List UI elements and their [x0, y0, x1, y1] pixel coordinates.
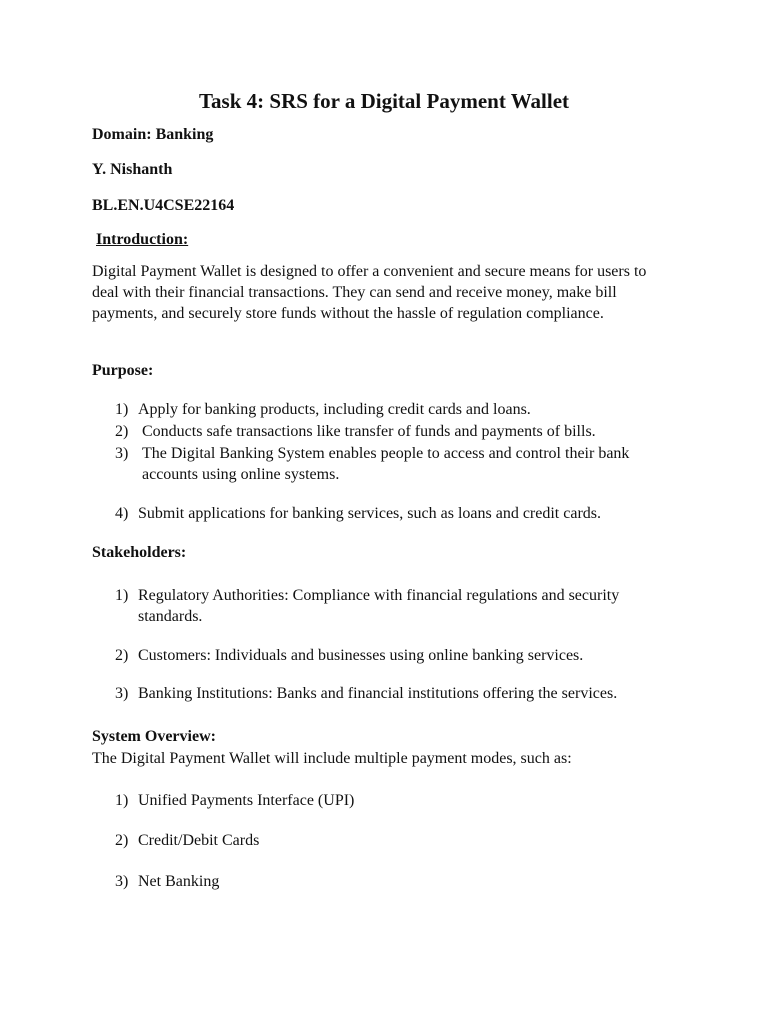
list-number: 2) [115, 832, 129, 849]
list-number: 2) [115, 423, 129, 440]
list-text: Conducts safe transactions like transfer of funds and payments of bills. [142, 423, 596, 440]
list-text: Unified Payments Interface (UPI) [138, 792, 355, 809]
list-text: Credit/Debit Cards [138, 832, 260, 849]
list-number: 4) [115, 505, 129, 522]
domain-label: Domain: [92, 126, 156, 143]
list-number: 1) [115, 401, 129, 418]
list-text: Net Banking [138, 873, 220, 890]
system-overview-heading: System Overview: [92, 728, 216, 745]
list-number: 1) [115, 587, 129, 604]
list-number: 2) [115, 647, 129, 664]
list-text: Apply for banking products, including credit cards and loans. [138, 401, 531, 418]
page-title: Task 4: SRS for a Digital Payment Wallet [198, 89, 570, 113]
list-text: Banking Institutions: Banks and financial institutions offering the services. [138, 685, 618, 702]
introduction-heading [96, 229, 676, 250]
list-text: Regulatory Authorities: Compliance with financial regulations and security standards. [138, 587, 620, 625]
introduction-heading-text: Introduction: [96, 231, 189, 248]
list-number: 3) [115, 685, 129, 702]
list-number: 1) [115, 792, 129, 809]
domain-line [92, 124, 672, 145]
stakeholders-heading: Stakeholders: [92, 544, 187, 561]
purpose-heading: Purpose: [92, 362, 154, 379]
domain-value: Banking [155, 126, 214, 143]
list-number: 3) [115, 873, 129, 890]
author-name: Y. Nishanth [92, 161, 173, 178]
list-text: The Digital Banking System enables people to access and control their bank accounts using online systems. [142, 445, 630, 483]
roll-number: BL.EN.U4CSE22164 [92, 197, 235, 214]
list-number: 3) [115, 445, 129, 462]
list-text: Submit applications for banking services, such as loans and credit cards. [138, 505, 601, 522]
system-overview-text: The Digital Payment Wallet will include multiple payment modes, such as: [92, 750, 572, 767]
introduction-paragraph: Digital Payment Wallet is designed to offer a convenient and secure means for users to deal with their financial transactions. They can send and receive money, make bill payments, and securely store funds without the hassle of regulation compliance. [92, 263, 647, 322]
list-text: Customers: Individuals and businesses using online banking services. [138, 647, 584, 664]
